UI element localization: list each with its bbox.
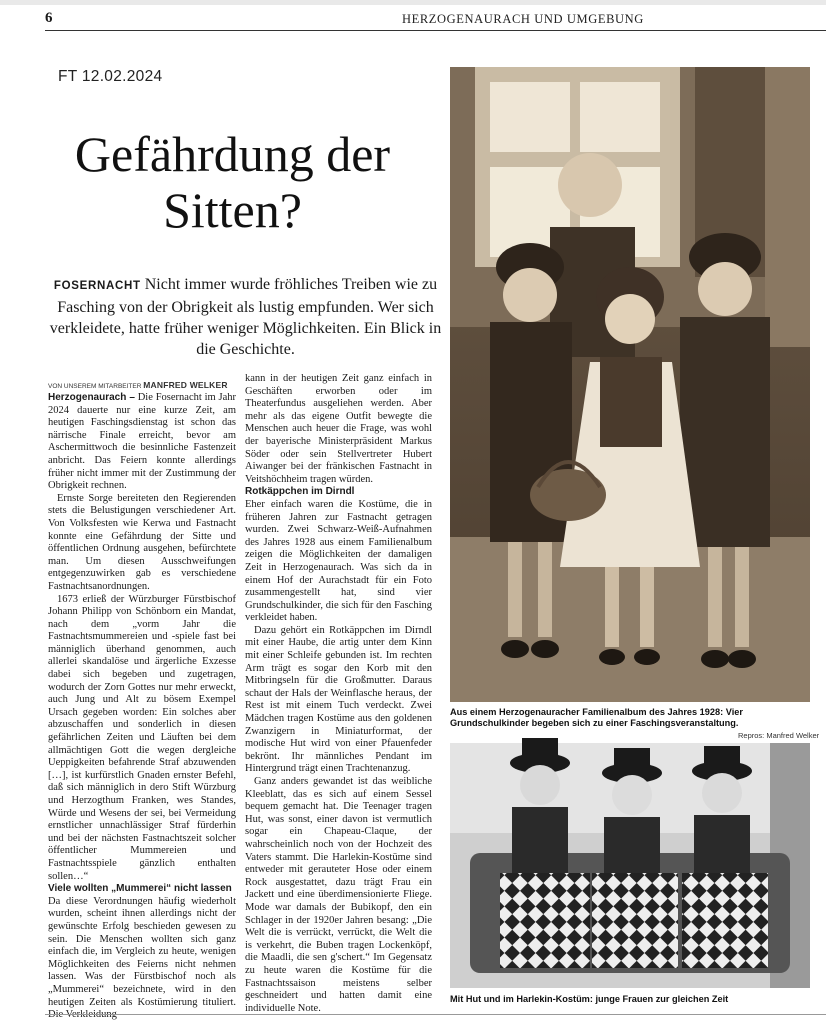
photo-children-1928 (450, 67, 810, 702)
paragraph (48, 392, 236, 493)
intro-kicker: FOSERNACHT (53, 280, 141, 292)
subheading: Rotkäppchen im Dirndl (245, 486, 355, 498)
header-rule (45, 30, 826, 31)
paragraph-text: Die Fosernacht im Jahr 2024 dauerte nur eine kurze Zeit, am heutigen Faschingsdienstag ist schon das närrische Finale erreicht, bevor am Aschermittwoch die besinnliche Fastenzeit anbricht. Das Feiern konnte allerdings früher nicht immer mit der Zustimmung der Obrigkeit rechnen. (48, 392, 237, 492)
paragraph: Ganz anders gewandet ist das weibliche Kleeblatt, das es sich auf einem Sessel bequem gemacht hat. Die Teenager tragen Hut, was sonst, einer davon ist vermutlich sogar ein Chapeau-Claque, der wahrscheinlich noch von der Hochzeit des Vaters stammt. Die Harlekin-Kostüme sind entweder mit gerauteter Hose oder einem Rock ausgestattet, dazu trägt Frau ein Jackett und eine überdimensionierte Fliege. Mode war damals der Bubikopf, den ein Schlager in der 1920er Jahren besang: „Die Welt die is verrückt, verrückt, die Welt die is verkehrt, die Buben tragen Lockenköpf, die Maadli, die sen g'schert.“ Im Gegensatz zu heute waren die Kostüme für die Fastnachtssaison meistens selber geschneidert und hatten damit eine individuelle Note. (245, 776, 432, 1014)
photo-children-image (450, 67, 810, 702)
photo-children-caption: Aus einem Herzogenauracher Familienalbum des Jahres 1928: Vier Grundschulkinder begeben sich zu einer Faschingsveranstaltung. (450, 707, 743, 728)
paragraph: Eher einfach waren die Kostüme, die in früheren Jahren zur Fastnacht getragen wurden. Zwei Schwarz-Weiß-Aufnahmen des Jahres 1928 aus einem Familienalbum zeigen die Möglichkeiten der damaligen Zeit in Herzogenaurach. Was sich da in einem Hof der Aurachstadt für ein Foto zusammengestellt hat, sind vier Grundschulkinder, die sich für den Fasching verkleidet haben. (245, 498, 432, 624)
byline (48, 380, 228, 390)
paragraph: Dazu gehört ein Rotkäppchen im Dirndl mit einer Haube, die artig unter dem Kinn mit einer Schleife gebunden ist. Im rechten Arm trägt es sogar den Korb mit den Mitbringseln für die Großmutter. Daraus schaut der Hals der Weinflasche heraus, der Rest ist mit einem Tuch verdeckt. Zwei Mädchen tragen Kostüme aus den goldenen Zwanzigern in Miniaturformat, der modische Hut wird von einer Pfauenfeder bekrönt. Ihr männliches Pendant im Hintergrund trägt einen Trachtenanzug. (245, 624, 432, 775)
photo-harlequin-image (450, 743, 810, 988)
paragraph: Ernste Sorge bereiteten den Regierenden stets die Belustigungen verschiedener Art. Von Volksfesten wie Kerwa und Fastnacht konnte eine Gefährdung der Sitte und öffentlichen Ordnung ausgehen, befürchtete man. Um diesen Ausschweifungen entgegenzuwirken gab es verschiedene Fastnachtsanordnungen. (48, 492, 236, 592)
article-column-1 (48, 392, 236, 1012)
byline-prefix: VON UNSEREM MITARBEITER (48, 383, 142, 390)
headline: Gefährdung der Sitten? (74, 126, 391, 238)
paragraph: Da diese Verordnungen häufig wiederholt wurden, scheint ihnen allerdings nicht der gewünschte Erfolg beschieden gewesen zu sein. Die Menschen wollten sich ganz einfach die, im Vergleich zu heute, wenigen Möglichkeiten des Feierns nicht nehmen lassen. Was der Fürstbischof noch als „Mummerei“ bezeichnete, wird in den heutigen Zeiten als Kostümierung tituliert. (48, 895, 236, 1008)
intro-paragraph (48, 274, 443, 360)
section-title: HERZOGENAURACH UND UMGEBUNG (402, 12, 644, 26)
article-column-2 (245, 373, 432, 1013)
date-stamp: FT 12.02.2024 (58, 68, 163, 85)
photo-children-credit: Repros: Manfred Welker (738, 731, 820, 740)
paragraph: 1673 erließ der Würzburger Fürstbischof Johann Philipp von Schönborn ein Mandat, nach dem „vorm Jahr die Fastnachtsmummereien und -spiele fast bei männiglich überhand genommen, auch allerlei skandalöse und ärgerliche Exzesse dabei sich begeben und zugetragen, wodurch der Zorn Gottes nur mehr erweckt, auch Jung und Alt zu bösem Exempel Ursach gegeben worden: Ein solches aber abzuschaffen und sonderlich in diesen gefährlichen Zeiten und Läuften bei dem allmächtigen Gott die wegen dergleiche Uеppigkeiten befahrende Straf abzuwenden […], ist kurfürstlich Gnaden ernster Befehl, daß sich männiglich in dero Stift Würzburg und Herzogthum Franken, wes Standes, Würde und Wesens der sei, bei Vermeidung ernstlicher unnachlässiger Straf fürderhin und bei der nächsten Fastnachtszeit solcher öffentlicher Mummereien und Fastnachtsspiele gänzlich enthalten sollen…“ (48, 593, 236, 882)
byline-author: MANFRED WELKER (143, 380, 228, 390)
subheading: Viele wollten „Mummerei“ nicht lassen (48, 883, 232, 895)
dateline: Herzogenaurach – (48, 392, 135, 403)
top-bar (0, 0, 826, 5)
paragraph: kann in der heutigen Zeit ganz einfach in Geschäften erworben oder im Theaterfundus ausgeliehen werden. Aber mehr als das eigene Outfit bewegte die Menschen auch heuer die Frage, was wohl der bayerische Ministerpräsident Markus Söder oder sein Stellvertreter Hubert Aiwanger bei der fränkischen Fastnacht in Veitshöchheim tragen würden. (245, 373, 432, 485)
intro-text: Nicht immer wurde fröhliches Treiben wie zu Fasching von der Obrigkeit als lustig empfunden. Wer sich verkleidete, hatte früher weniger Möglichkeiten. Ein Blick in die Geschichte. (49, 276, 442, 358)
photo-harlequin-women (450, 743, 810, 988)
page-number: 6 (45, 10, 53, 26)
photo-harlequin-caption: Mit Hut und im Harlekin-Kostüm: junge Frauen zur gleichen Zeit (450, 994, 729, 1004)
bottom-rule (45, 1014, 826, 1015)
